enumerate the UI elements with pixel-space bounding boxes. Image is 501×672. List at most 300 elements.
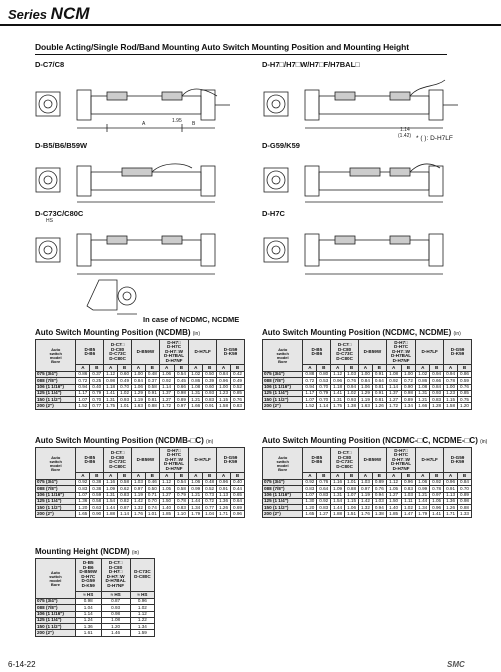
value-cell: 0.96	[230, 511, 244, 517]
value-cell: 1.01	[145, 511, 159, 517]
corner-label: model	[49, 354, 62, 360]
subheader-cell: A	[159, 365, 174, 372]
value-cell: 1.40	[159, 505, 174, 511]
value-cell: 1.42	[358, 498, 372, 504]
diagram-label: D-C7/C8	[35, 60, 65, 69]
value-cell: 1.06	[131, 384, 145, 390]
dim-label-a: A	[142, 121, 146, 127]
value-cell: 1.07	[345, 492, 359, 498]
value-cell: 0.83	[401, 486, 416, 492]
value-cell: 1.14	[118, 511, 132, 517]
value-cell: 0.94	[372, 492, 386, 498]
bore-cell: 075 (3/4")	[263, 372, 303, 378]
value-cell: 0.93	[203, 390, 217, 396]
value-cell: 1.31	[189, 390, 203, 396]
value-cell: 1.30	[303, 498, 317, 504]
value-cell: 1.27	[159, 397, 174, 403]
column-group-header: D-H7□ D-H7C D-H7□W D-H7BAL D-H7NF	[159, 448, 189, 473]
value-cell: 0.93	[118, 397, 132, 403]
bore-cell: 150 (1 1/2")	[263, 505, 303, 511]
value-cell: 1.08	[101, 617, 130, 623]
value-cell: 1.02	[401, 505, 416, 511]
value-cell: 0.85	[457, 390, 471, 396]
column-group-header: D-C73C D-C80C	[130, 559, 154, 592]
subheader-cell: B	[457, 365, 471, 372]
value-cell: 1.02	[118, 390, 132, 396]
table-corner-cell	[36, 559, 76, 599]
value-cell: 1.29	[131, 390, 145, 396]
drawing-c73c	[36, 234, 215, 274]
subheader-cell: A	[217, 473, 231, 480]
value-cell: 1.31	[331, 397, 345, 403]
value-cell: 1.21	[416, 397, 430, 403]
value-cell: 0.70	[457, 486, 471, 492]
value-cell: 1.15	[217, 397, 231, 403]
value-cell: 1.03	[131, 480, 145, 486]
value-cell: 0.60	[118, 372, 132, 378]
value-cell: 1.36	[76, 498, 90, 504]
value-cell: 1.52	[303, 403, 317, 409]
bore-cell: 075 (3/4")	[36, 372, 76, 378]
value-cell: 1.34	[401, 403, 416, 409]
footnote-h7lf: * ( ): D-H7LF	[416, 135, 453, 142]
value-cell: 1.44	[331, 505, 345, 511]
value-cell: 1.79	[416, 511, 430, 517]
section-heading: Double Acting/Single Rod/Band Mounting Auto Switch Mounting Position and Mounting Height	[35, 42, 409, 52]
value-cell: 1.14	[386, 384, 401, 390]
value-cell: 0.99	[416, 486, 430, 492]
value-cell: 1.15	[345, 498, 359, 504]
value-cell: 1.15	[444, 397, 458, 403]
value-cell: 0.91	[372, 390, 386, 396]
value-cell: 0.89	[174, 397, 189, 403]
subheader-cell: B	[457, 473, 471, 480]
value-cell: 1.04	[203, 511, 217, 517]
corner-label: Auto	[278, 454, 288, 460]
value-cell: 0.42	[230, 372, 244, 378]
subheader-cell: B	[372, 365, 386, 372]
value-cell: 1.19	[131, 492, 145, 498]
value-cell: 0.94	[372, 505, 386, 511]
value-cell: 1.65	[76, 511, 90, 517]
table-row	[36, 511, 245, 517]
value-cell: 1.23	[217, 390, 231, 396]
value-cell: 1.72	[386, 403, 401, 409]
value-cell: 0.58	[90, 498, 104, 504]
subheader-cell: A	[76, 365, 90, 372]
bore-cell: 088 (7/8")	[36, 486, 76, 492]
value-cell: 0.66	[430, 378, 444, 384]
column-group-header: D-H7LF	[189, 448, 217, 473]
value-cell: 0.83	[76, 486, 90, 492]
value-cell: 0.83	[203, 397, 217, 403]
value-cell: 1.21	[416, 492, 430, 498]
value-cell: 0.94	[345, 384, 359, 390]
value-cell: 1.07	[303, 397, 317, 403]
value-cell: 1.66	[189, 403, 203, 409]
value-cell: 0.76	[230, 397, 244, 403]
subheader-cell: ≈ HS	[101, 591, 130, 598]
value-cell: 1.00	[358, 372, 372, 378]
value-cell: 0.86	[189, 378, 203, 384]
value-cell: 0.86	[457, 372, 471, 378]
value-cell: 0.76	[317, 480, 331, 486]
table-corner-cell	[263, 448, 303, 480]
dim-label-142: (1.42)	[398, 133, 412, 139]
subheader-cell: A	[444, 365, 458, 372]
subheader-cell: A	[331, 365, 345, 372]
value-cell: 1.12	[130, 611, 154, 617]
bore-cell: 106 (1 1/16")	[36, 492, 76, 498]
value-cell: 0.81	[145, 397, 159, 403]
value-cell: 1.04	[75, 605, 101, 611]
value-cell: 1.50	[159, 498, 174, 504]
value-cell: 1.51	[345, 511, 359, 517]
column-group-header: D-G59 D-K59	[217, 448, 245, 473]
value-cell: 0.40	[230, 480, 244, 486]
diagram-label: D-H7□/H7□W/H7□F/H7BAL□	[262, 60, 360, 69]
value-cell: 0.53	[317, 378, 331, 384]
value-cell: 0.83	[317, 492, 331, 498]
value-cell: 0.64	[372, 378, 386, 384]
value-cell: 1.27	[317, 511, 331, 517]
value-cell: 0.98	[457, 498, 471, 504]
bore-cell: 125 (1 1/4")	[263, 390, 303, 396]
value-cell: 0.94	[76, 384, 90, 390]
value-cell: 0.78	[430, 486, 444, 492]
subheader-cell: B	[372, 473, 386, 480]
value-cell: 0.45	[174, 378, 189, 384]
value-cell: 0.98	[401, 390, 416, 396]
value-cell: 1.47	[401, 511, 416, 517]
corner-label: Auto	[278, 346, 288, 352]
value-cell: 0.87	[118, 505, 132, 511]
table-row	[263, 403, 472, 409]
value-cell: 0.85	[230, 390, 244, 396]
value-cell: 0.64	[317, 486, 331, 492]
value-cell: 1.05	[430, 498, 444, 504]
value-cell: 1.71	[444, 511, 458, 517]
value-cell: 1.27	[386, 492, 401, 498]
value-cell: 1.05	[159, 486, 174, 492]
bore-cell: 150 (1 1/2")	[263, 397, 303, 403]
value-cell: 0.91	[372, 372, 386, 378]
value-cell: 1.31	[416, 390, 430, 396]
value-cell: 0.88	[303, 372, 317, 378]
value-cell: 0.54	[174, 480, 189, 486]
value-cell: 0.81	[372, 397, 386, 403]
value-cell: 0.54	[174, 372, 189, 378]
value-cell: 0.50	[145, 486, 159, 492]
corner-label: switch	[49, 350, 62, 356]
value-cell: 0.89	[457, 492, 471, 498]
value-cell: 1.12	[104, 372, 118, 378]
dim-label-114: 1.14	[400, 127, 410, 133]
value-cell: 1.85	[159, 511, 174, 517]
value-cell: 0.91	[444, 486, 458, 492]
value-cell: 0.40	[90, 384, 104, 390]
value-cell: 0.70	[317, 397, 331, 403]
bore-cell: 106 (1 1/16")	[36, 384, 76, 390]
value-cell: 0.70	[145, 498, 159, 504]
value-cell: 1.14	[75, 611, 101, 617]
value-cell: 1.76	[131, 511, 145, 517]
value-cell: 1.46	[101, 630, 130, 636]
value-cell: 0.94	[303, 384, 317, 390]
value-cell: 0.25	[90, 378, 104, 384]
value-cell: 0.93	[345, 397, 359, 403]
value-cell: 0.90	[401, 384, 416, 390]
value-cell: 0.84	[131, 378, 145, 384]
drawing-ncdmc-detail	[87, 280, 137, 314]
value-cell: 0.84	[457, 480, 471, 486]
value-cell: 0.79	[174, 492, 189, 498]
value-cell: 0.78	[174, 498, 189, 504]
data-table	[35, 339, 245, 410]
value-cell: 0.93	[430, 390, 444, 396]
value-cell: 0.63	[90, 505, 104, 511]
value-cell: 1.08	[189, 384, 203, 390]
value-cell: 0.97	[358, 486, 372, 492]
value-cell: 1.24	[75, 617, 101, 623]
diagram-label: D-H7C	[262, 209, 285, 218]
bore-cell: 088 (7/8")	[263, 378, 303, 384]
value-cell: 0.81	[372, 384, 386, 390]
value-cell: 1.03	[401, 492, 416, 498]
value-cell: 0.89	[372, 480, 386, 486]
column-group-header: D-H7LF	[416, 448, 444, 473]
page-number: 6-14-22	[8, 660, 36, 669]
value-cell: 0.96	[401, 480, 416, 486]
column-group-header: D-B5 D-B6	[76, 448, 104, 473]
table-corner-cell	[263, 340, 303, 372]
bore-cell: 106 (1 1/16")	[263, 492, 303, 498]
table-corner-cell	[36, 448, 76, 480]
bore-cell: 106 (1 1/16")	[263, 384, 303, 390]
value-cell: 0.50	[203, 372, 217, 378]
value-cell: 1.07	[303, 492, 317, 498]
subheader-cell: B	[174, 365, 189, 372]
value-cell: 0.70	[90, 397, 104, 403]
value-cell: 1.63	[358, 403, 372, 409]
value-cell: 0.65	[230, 492, 244, 498]
subheader-cell: B	[430, 473, 444, 480]
cylinder-drawings	[32, 70, 501, 320]
value-cell: 1.12	[331, 372, 345, 378]
value-cell: 0.97	[131, 486, 145, 492]
drawing-g59	[264, 164, 443, 202]
value-cell: 1.08	[386, 372, 401, 378]
value-cell: 1.52	[76, 403, 90, 409]
value-cell: 0.94	[430, 372, 444, 378]
value-cell: 0.96	[130, 599, 154, 605]
subheader-cell: A	[131, 365, 145, 372]
subheader-cell: B	[317, 365, 331, 372]
value-cell: 1.08	[416, 384, 430, 390]
value-cell: 1.12	[386, 480, 401, 486]
value-cell: 0.92	[386, 378, 401, 384]
value-cell: 1.06	[345, 505, 359, 511]
subheader-cell: A	[104, 365, 118, 372]
value-cell: 0.98	[104, 378, 118, 384]
value-cell: 0.92	[430, 480, 444, 486]
value-cell: 1.00	[217, 384, 231, 390]
corner-label: Bore	[51, 358, 61, 364]
bore-cell: 200 (2")	[36, 630, 76, 636]
value-cell: 0.60	[203, 384, 217, 390]
data-table	[35, 558, 155, 637]
table-title: Auto Switch Mounting Position (NCDMB-□C) (in)	[35, 436, 214, 445]
value-cell: 1.79	[189, 511, 203, 517]
value-cell: 0.72	[76, 378, 90, 384]
value-cell: 0.74	[145, 505, 159, 511]
column-group-header: D-C7□ D-C80 D-H7□ D-H7□W D-H7BAL D-H7NF	[101, 559, 130, 592]
column-group-header: D-G59 D-K59	[217, 340, 245, 365]
value-cell: 1.14	[317, 403, 331, 409]
dim-label-hs: HS	[46, 218, 53, 224]
value-cell: 1.32	[358, 505, 372, 511]
value-cell: 1.10	[174, 511, 189, 517]
value-cell: 0.52	[230, 384, 244, 390]
value-cell: 1.18	[104, 384, 118, 390]
value-cell: 1.02	[416, 372, 430, 378]
subheader-cell: A	[358, 365, 372, 372]
value-cell: 0.88	[345, 486, 359, 492]
column-group-header: D-H7□ D-H7C D-H7□W D-H7BAL D-H7NF	[386, 448, 416, 473]
value-cell: 1.17	[76, 390, 90, 396]
subheader-cell: A	[386, 365, 401, 372]
subheader-cell: B	[145, 473, 159, 480]
value-cell: 1.21	[189, 492, 203, 498]
value-cell: 1.54	[104, 498, 118, 504]
subheader-cell: B	[317, 473, 331, 480]
data-table	[35, 447, 245, 518]
value-cell: 1.34	[130, 624, 154, 630]
subheader-cell: B	[345, 473, 359, 480]
value-cell: 0.48	[145, 372, 159, 378]
column-group-header: D-B5 D-B6 D-B59W D-H7C D-G59 D-K59	[75, 559, 101, 592]
subheader-cell: A	[386, 473, 401, 480]
value-cell: 0.73	[203, 492, 217, 498]
bore-cell: 088 (7/8")	[263, 486, 303, 492]
column-group-header: D-B59W	[131, 340, 159, 365]
table-row	[263, 511, 472, 517]
subheader-cell: ≈ HS	[130, 591, 154, 598]
value-cell: 1.02	[189, 372, 203, 378]
bore-cell: 150 (1 1/2")	[36, 624, 76, 630]
corner-label: model	[276, 462, 289, 468]
value-cell: 0.96	[331, 378, 345, 384]
column-group-header: D-B5 D-B6	[76, 340, 104, 365]
value-cell: 1.31	[331, 492, 345, 498]
dim-label-195: 1.95	[172, 118, 182, 124]
value-cell: 0.97	[174, 403, 189, 409]
column-group-header: D-C7□ D-C80 D-C73C D-C80C	[104, 448, 132, 473]
detail-caption: In case of NCDMC, NCDME	[143, 315, 240, 324]
value-cell: 1.54	[331, 498, 345, 504]
value-cell: 0.70	[118, 384, 132, 390]
corner-label: Bore	[50, 581, 60, 587]
subheader-cell: B	[203, 365, 217, 372]
value-cell: 1.13	[217, 492, 231, 498]
value-cell: 0.92	[317, 498, 331, 504]
value-cell: 1.26	[444, 505, 458, 511]
value-cell: 1.36	[444, 498, 458, 504]
corner-label: switch	[49, 573, 62, 579]
value-cell: 1.19	[358, 397, 372, 403]
value-cell: 0.75	[457, 397, 471, 403]
value-cell: 0.52	[203, 486, 217, 492]
drawing-c7c8	[36, 89, 230, 132]
value-cell: 1.23	[444, 390, 458, 396]
value-cell: 1.75	[331, 403, 345, 409]
value-cell: 0.92	[159, 378, 174, 384]
value-cell: 1.28	[430, 403, 444, 409]
value-cell: 0.44	[230, 486, 244, 492]
value-cell: 0.70	[317, 384, 331, 390]
value-cell: 1.03	[372, 498, 386, 504]
value-cell: 0.83	[230, 403, 244, 409]
table-title: Mounting Height (NCDM) (in)	[35, 547, 140, 556]
subheader-cell: B	[345, 365, 359, 372]
value-cell: 0.89	[401, 397, 416, 403]
value-cell: 0.72	[203, 498, 217, 504]
series-title: Series NCM	[8, 4, 90, 23]
value-cell: 1.42	[131, 498, 145, 504]
value-cell: 0.83	[303, 486, 317, 492]
subheader-cell: A	[189, 473, 203, 480]
column-group-header: D-C7□ D-C80 D-C73C D-C80C	[104, 340, 132, 365]
column-group-header: D-H7LF	[416, 340, 444, 365]
value-cell: 0.71	[145, 492, 159, 498]
value-cell: 1.06	[416, 480, 430, 486]
bore-cell: 088 (7/8")	[36, 378, 76, 384]
value-cell: 1.58	[444, 403, 458, 409]
value-cell: 0.49	[118, 378, 132, 384]
bore-cell: 088 (7/8")	[36, 605, 76, 611]
data-table	[262, 339, 472, 410]
column-group-header: D-B59W	[131, 448, 159, 473]
subheader-cell: A	[416, 473, 430, 480]
value-cell: 1.88	[331, 511, 345, 517]
column-group-header: D-B59W	[358, 448, 386, 473]
value-cell: 1.31	[104, 397, 118, 403]
value-cell: 1.12	[159, 480, 174, 486]
value-cell: 1.01	[345, 480, 359, 486]
value-cell: 0.64	[230, 498, 244, 504]
value-cell: 0.83	[430, 397, 444, 403]
diagram-label: D-G59/K59	[262, 141, 300, 150]
subheader-cell: A	[416, 365, 430, 372]
corner-label: Auto	[51, 346, 61, 352]
value-cell: 1.44	[104, 505, 118, 511]
value-cell: 0.91	[217, 486, 231, 492]
subheader-cell: B	[174, 473, 189, 480]
subheader-cell: A	[159, 473, 174, 480]
value-cell: 0.83	[118, 492, 132, 498]
value-cell: 0.98	[174, 390, 189, 396]
value-cell: 0.83	[174, 505, 189, 511]
table-corner-cell	[36, 340, 76, 372]
value-cell: 0.96	[444, 480, 458, 486]
value-cell: 1.44	[416, 498, 430, 504]
value-cell: 1.00	[444, 384, 458, 390]
corner-label: Auto	[50, 569, 60, 575]
value-cell: 0.91	[145, 390, 159, 396]
value-cell: 1.66	[416, 403, 430, 409]
value-cell: 1.09	[104, 486, 118, 492]
subheader-cell: B	[118, 365, 132, 372]
